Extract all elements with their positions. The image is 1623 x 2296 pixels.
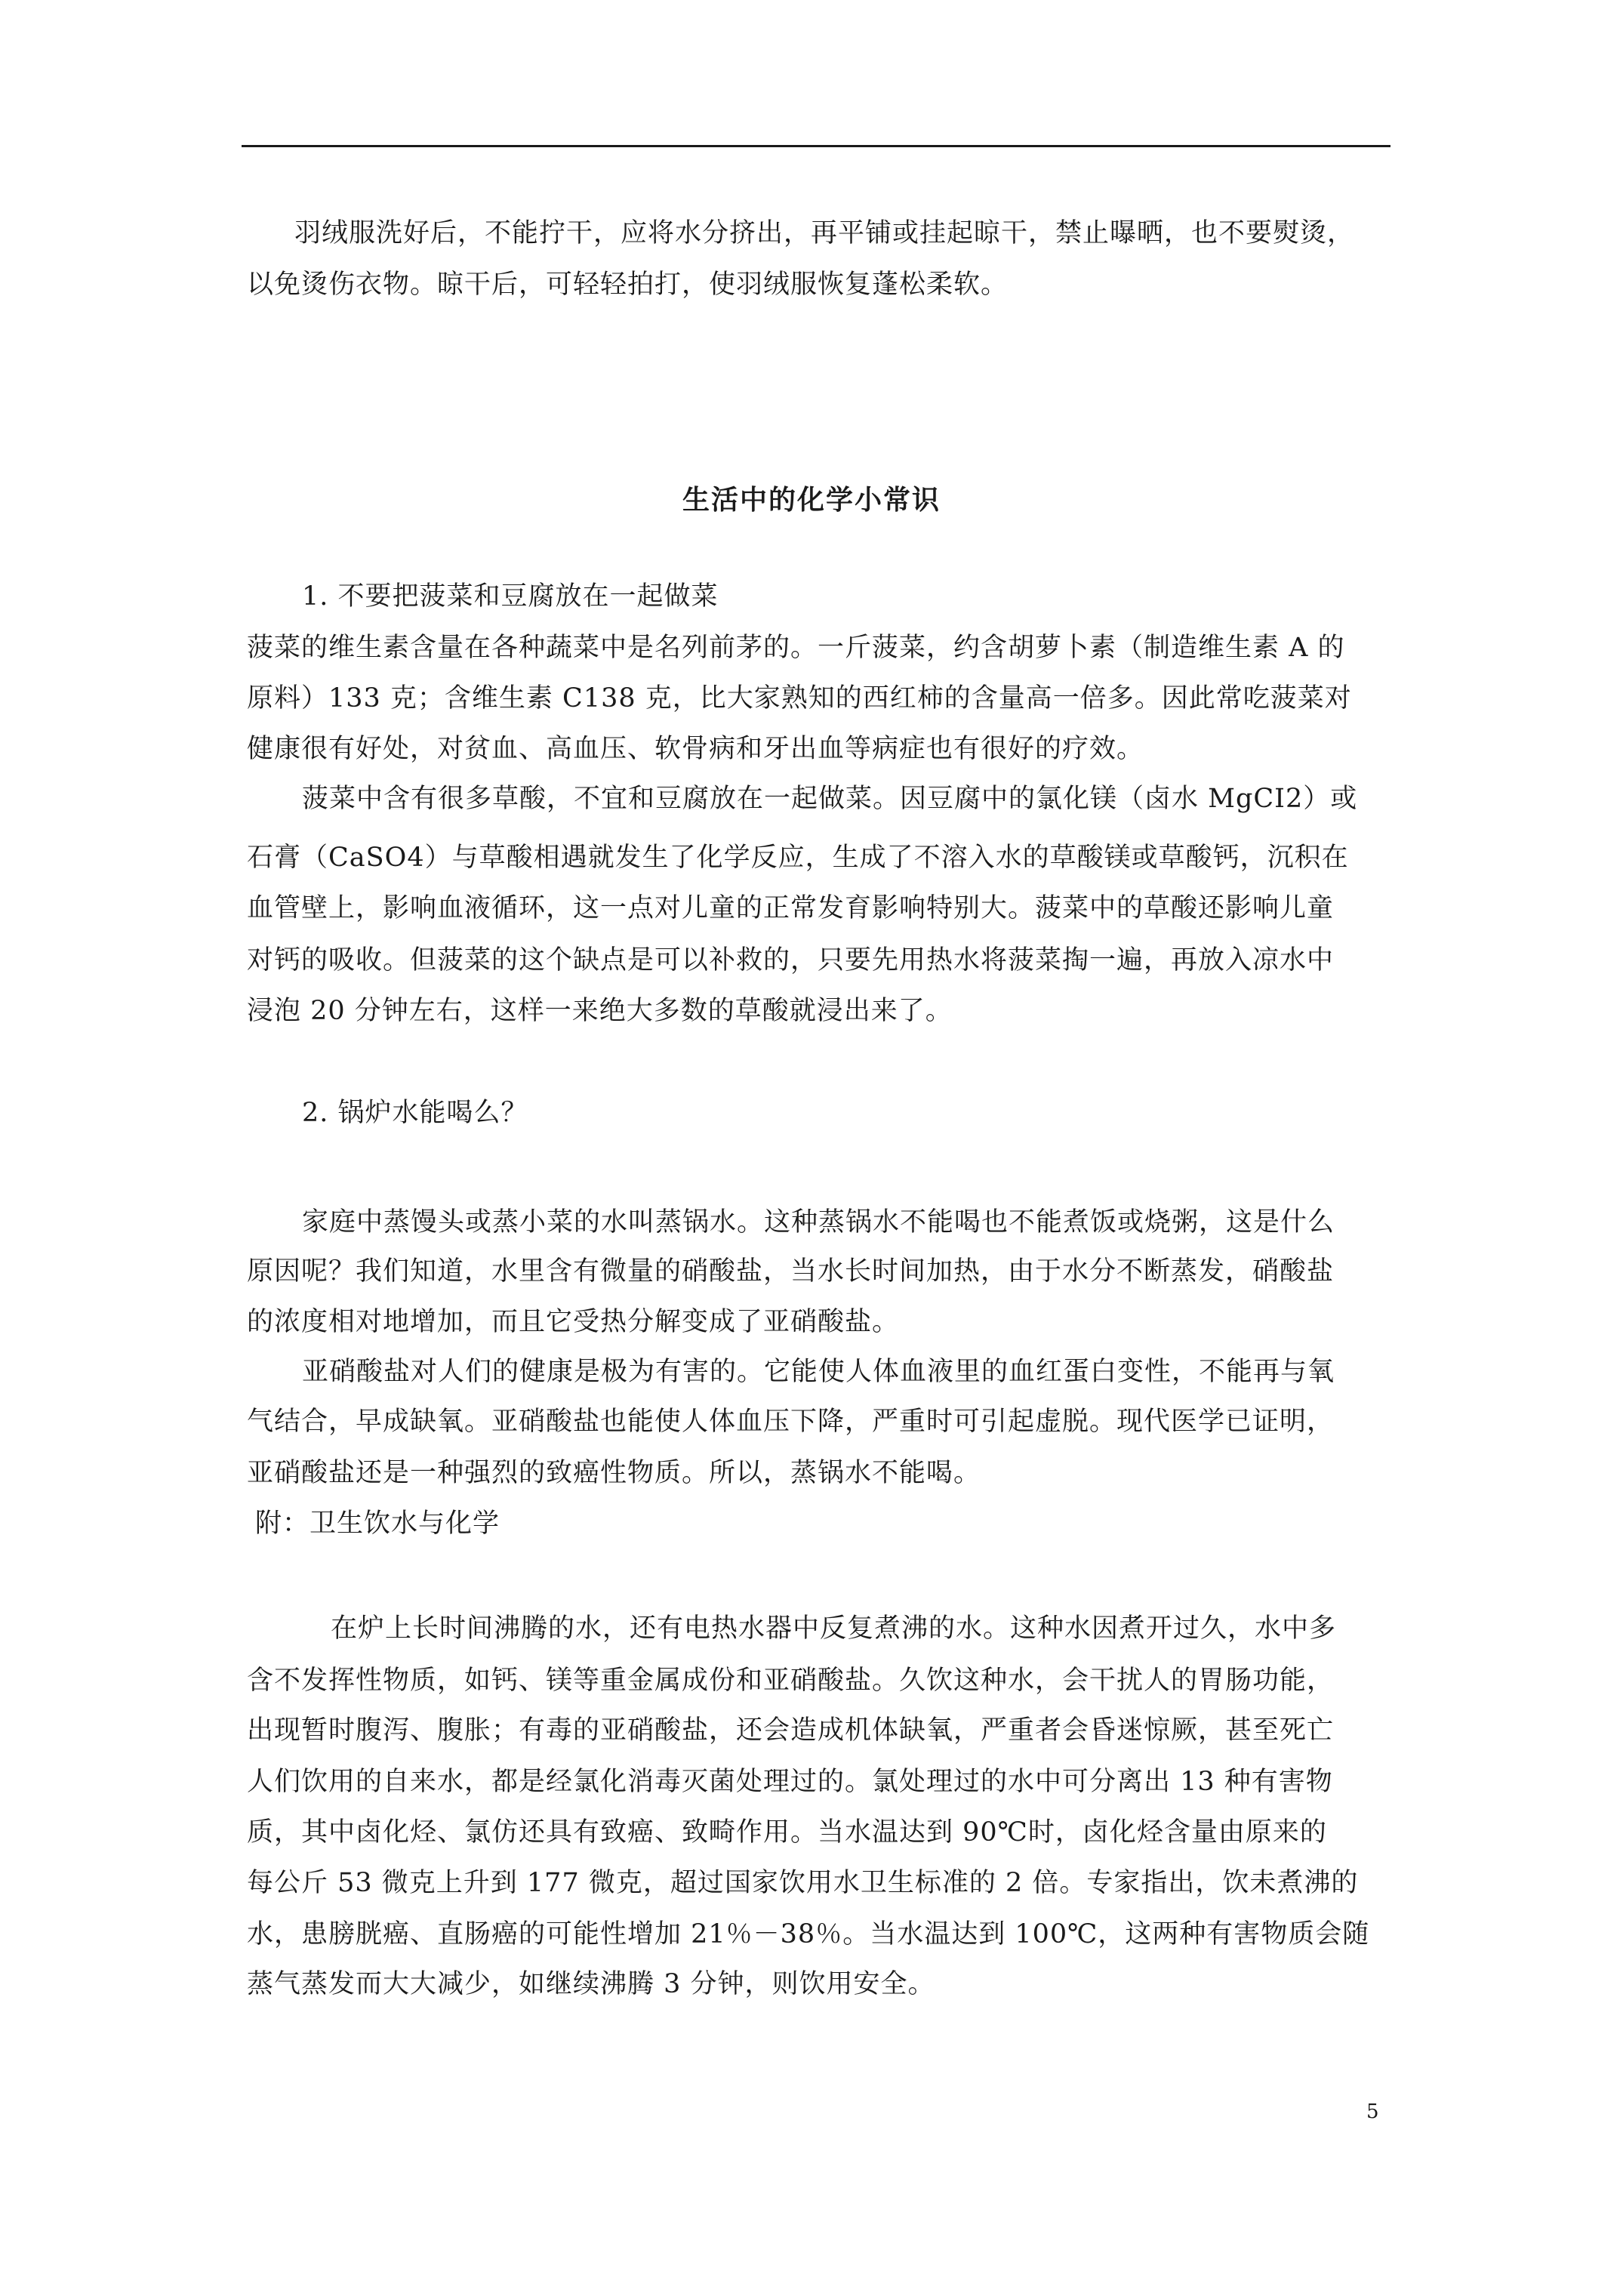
paragraph-line: 水，患膀胱癌、直肠癌的可能性增加 21％－38％。当水温达到 100℃，这两种有害物质会随 xyxy=(247,1919,1370,1949)
paragraph-line: 石膏（CaSO4）与草酸相遇就发生了化学反应，生成了不溶入水的草酸镁或草酸钙，沉积在 xyxy=(247,843,1349,873)
section-2-heading: 2. 锅炉水能喝么？ xyxy=(302,1098,528,1128)
page-title: 生活中的化学小常识 xyxy=(682,484,941,516)
paragraph-line: 血管壁上，影响血液循环，这一点对儿童的正常发育影响特别大。菠菜中的草酸还影响儿童 xyxy=(247,893,1335,923)
paragraph-line: 出现暂时腹泻、腹胀；有毒的亚硝酸盐，还会造成机体缺氧，严重者会昏迷惊厥，甚至死亡 xyxy=(247,1715,1335,1746)
paragraph-line: 健康很有好处，对贫血、高血压、软骨病和牙出血等病症也有很好的疗效。 xyxy=(247,734,1144,764)
paragraph-line: 人们饮用的自来水，都是经氯化消毒灭菌处理过的。氯处理过的水中可分离出 13 种有害物 xyxy=(247,1767,1333,1797)
paragraph-line: 的浓度相对地增加，而且它受热分解变成了亚硝酸盐。 xyxy=(247,1307,900,1337)
section-1-heading: 1. 不要把菠菜和豆腐放在一起做菜 xyxy=(302,581,719,612)
paragraph-line: 家庭中蒸馒头或蒸小菜的水叫蒸锅水。这种蒸锅水不能喝也不能煮饭或烧粥，这是什么 xyxy=(302,1207,1335,1237)
page-number: 5 xyxy=(1366,2100,1379,2123)
paragraph-line: 亚硝酸盐还是一种强烈的致癌性物质。所以，蒸锅水不能喝。 xyxy=(247,1458,981,1488)
paragraph-line: 对钙的吸收。但菠菜的这个缺点是可以补救的，只要先用热水将菠菜掏一遍，再放入凉水中 xyxy=(247,945,1335,975)
paragraph-line: 菠菜的维生素含量在各种蔬菜中是名列前茅的。一斤菠菜，约含胡萝卜素（制造维生素 A 的 xyxy=(247,633,1345,663)
paragraph-line: 菠菜中含有很多草酸，不宜和豆腐放在一起做菜。因豆腐中的氯化镁（卤水 MgCI2）或 xyxy=(302,784,1358,814)
paragraph-line: 在炉上长时间沸腾的水，还有电热水器中反复煮沸的水。这种水因煮开过久，水中多 xyxy=(331,1613,1337,1644)
intro-line-2: 以免烫伤衣物。晾干后，可轻轻拍打，使羽绒服恢复蓬松柔软。 xyxy=(247,270,1009,300)
paragraph-line: 原因呢？我们知道，水里含有微量的硝酸盐，当水长时间加热，由于水分不断蒸发，硝酸盐 xyxy=(247,1256,1335,1287)
appendix-heading: 附：卫生饮水与化学 xyxy=(255,1509,500,1539)
paragraph-line: 含不发挥性物质，如钙、镁等重金属成份和亚硝酸盐。久饮这种水，会干扰人的胃肠功能， xyxy=(247,1666,1335,1696)
paragraph-line: 浸泡 20 分钟左右，这样一来绝大多数的草酸就浸出来了。 xyxy=(247,996,953,1026)
paragraph-line: 蒸气蒸发而大大减少，如继续沸腾 3 分钟，则饮用安全。 xyxy=(247,1969,935,1999)
header-rule xyxy=(242,145,1390,147)
paragraph-line: 质，其中卤化烃、氯仿还具有致癌、致畸作用。当水温达到 90℃时，卤化烃含量由原来的 xyxy=(247,1817,1327,1848)
paragraph-line: 气结合，早成缺氧。亚硝酸盐也能使人体血压下降，严重时可引起虚脱。现代医学已证明， xyxy=(247,1407,1335,1437)
paragraph-line: 原料）133 克；含维生素 C138 克，比大家熟知的西红柿的含量高一倍多。因此常吃菠菜对 xyxy=(247,683,1352,713)
paragraph-line: 每公斤 53 微克上升到 177 微克，超过国家饮用水卫生标准的 2 倍。专家指出，饮未煮沸的 xyxy=(247,1868,1359,1898)
paragraph-line: 亚硝酸盐对人们的健康是极为有害的。它能使人体血液里的血红蛋白变性，不能再与氧 xyxy=(302,1357,1335,1387)
intro-line-1: 羽绒服洗好后，不能拧干，应将水分挤出，再平铺或挂起晾干，禁止曝晒，也不要熨烫， xyxy=(294,218,1355,248)
